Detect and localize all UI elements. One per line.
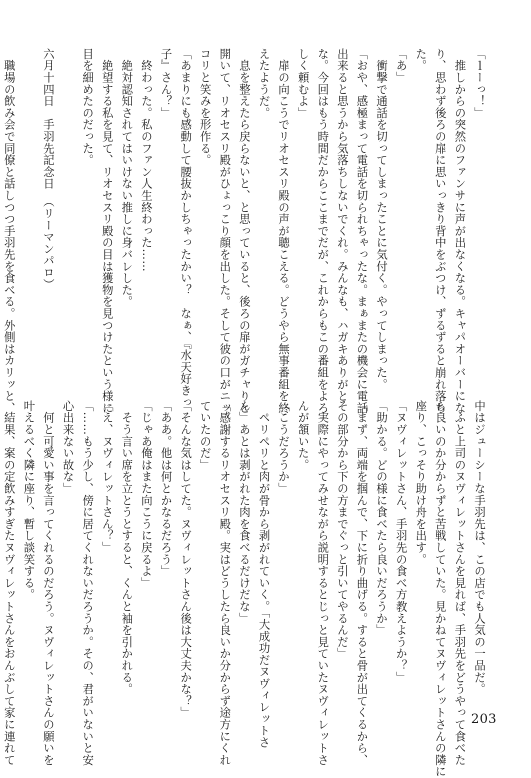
text-line: 「感謝するリオセスリ殿。実はどうしたら良いか分からず途方にくれ [218, 400, 232, 766]
text-line: た。 [414, 48, 428, 72]
text-line: 絶対認知されてはいけない推しに身バレした。 [120, 48, 134, 308]
text-line: 「そんな気はしてた。ヌヴィレットさん後は大丈夫かな？」 [179, 400, 193, 719]
text-line: 何と可愛い事を言ってくれるのだろう。ヌヴィレットさんの願いを [41, 400, 55, 766]
text-line: 息を整えたら戻らないと、と思っていると、後ろの扉がガチャりと [237, 48, 251, 414]
text-line: り、思わず後ろの扉に思いっきり背中をぶつけ、ずるずると崩れ落ち [433, 48, 447, 414]
text-line [58, 48, 78, 348]
text-line: 叶えるべく隣に座り、暫し談笑する。 [22, 400, 36, 601]
text-line: ふと上司のヌヴィレットさんを見れば、手羽先をどうやって食べた [453, 400, 467, 766]
page-number: 203 [471, 712, 497, 727]
text-line: 目を細めたのだった。 [81, 48, 95, 166]
text-line: 扉の向こうでリオセスリ殿の声が聴こえる。どうやら無事番組を終 [277, 48, 291, 414]
text-line: 「ああ。他は何とかなるだろう」 [159, 400, 173, 577]
upper-text-block [2, 48, 489, 414]
text-line: 絶望する私を見て、リオセスリ殿の目は獲物を見つけたという様に [100, 48, 114, 414]
text-line: 「ｌーっ！」 [473, 48, 486, 119]
text-line: んが頷いた。 [296, 400, 310, 471]
text-line: 衝撃で通話を切ってしまったことに気付く。やってしまった。 [375, 48, 389, 391]
text-line: 子』さん？」 [159, 48, 173, 119]
text-line: 出来ると思うから気落ちしないでくれ。みんなも、ハガキありがと [335, 48, 349, 402]
text-line: 「こうだろうか」 [277, 400, 291, 495]
text-line: 結果、案の定飲みすぎたヌヴィレットさんをおんぶして家に連れて [2, 400, 16, 766]
text-line: ペリペリと肉が骨から剥がれていく。「大成功だヌヴィレットさ [257, 400, 271, 749]
text-line: ら良いのか分からずと苦戦していた。見かねてヌヴィレットさんの隣に [433, 400, 447, 778]
text-line: 職場の飲み会で同僚と話しつつ手羽先を食べる。外側はカリッと、 [2, 48, 16, 414]
text-line: コリと笑みを形作る。 [198, 48, 212, 166]
text-line: 終わった。私のファン人生終わった…… [139, 48, 153, 273]
text-line: 「まず、両端を掴んで、下に折り曲げる。すると骨が出てくるから、 [355, 400, 369, 766]
text-line: 「おや、感極まって電話を切られちゃったな。まぁまたの機会に電話 [355, 48, 369, 414]
text-line: 「あ」 [394, 48, 408, 84]
text-line: 推しからの突然のファンサに声が出なくなる。キャパオーバーにな [453, 48, 467, 414]
text-line: 心出来ない故な」 [61, 400, 75, 495]
text-line: な。今回はもう時間だからここまでだが、これからもこの番組をよろ [316, 48, 330, 414]
text-line: ていたのだ」 [198, 400, 212, 471]
text-line: 「あまりにも感動して腰抜かしちゃったかい？ なぁ、『水天好きっ [179, 48, 193, 409]
text-line: ん」あとは剥がれた肉を食べるだけだな」 [237, 400, 251, 625]
text-line: 「じゃあ俺はまた向こうに戻るよ」 [139, 400, 153, 589]
text-line [19, 48, 39, 348]
text-line: 実際にやってみせながら説明するとじっと見ていたヌヴィレットさ [316, 400, 330, 766]
text-line: その部分から下の方までぐっと引いてやるんだ」 [335, 400, 349, 660]
text-line: 「……もう少し、傍に居てくれないだろうか。その、君がいないと安 [81, 400, 95, 766]
text-line: 「え、ヌヴィレットさん？」 [100, 400, 114, 554]
text-line: 「助かる。どの様に食べたら良いだろうか」 [375, 400, 389, 636]
text-line: 開いて、リオセスリ殿がひょっこり顔を出した。そして彼の口がニッ [218, 48, 232, 414]
text-line: えたようだ。 [257, 48, 271, 119]
text-line: 六月十四日 手羽先記念日 （リーマンパロ） [41, 48, 55, 291]
text-line: 座り、こっそり助け舟を出す。 [414, 400, 428, 566]
text-line: しく頼むよ」 [296, 48, 310, 119]
text-line: 「ヌヴィレットさん、手羽先の食べ方教えようか？」 [394, 400, 408, 684]
text-line: そう言い席を立とうとすると、くんと袖を引かれる。 [120, 400, 134, 695]
text-line: 中はジューシーな手羽先は、この店でも人気の一品だ。 [473, 400, 486, 695]
